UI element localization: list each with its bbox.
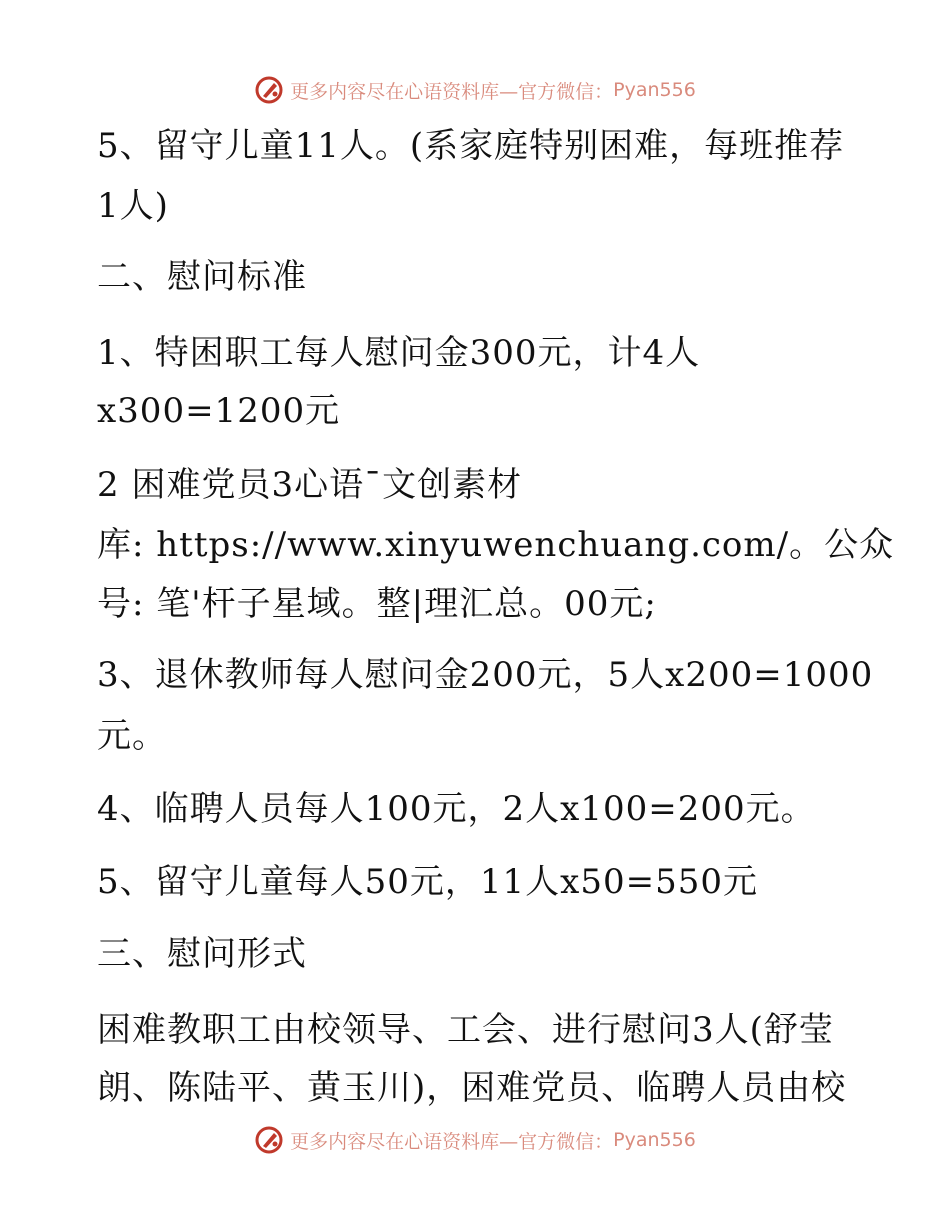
text-line: x300=1200元 [97, 391, 341, 431]
pen-logo-icon [254, 1125, 284, 1155]
watermark-wechat-id: Pyan556 [613, 1129, 696, 1151]
text-line: 1人) [97, 186, 169, 226]
watermark-wechat-id: Pyan556 [613, 79, 696, 101]
section-heading: 二、慰问标准 [97, 257, 307, 297]
text-line: 4、临聘人员每人100元，2人x100=200元。 [97, 789, 816, 829]
text-line: 5、留守儿童每人50元，11人x50=550元 [97, 862, 758, 902]
section-heading: 三、慰问形式 [97, 934, 307, 974]
text-line: 元。 [97, 716, 167, 756]
text-line: 3、退休教师每人慰问金200元，5人x200=1000 [97, 655, 874, 695]
text-line: 困难教职工由校领导、工会、进行慰问3人(舒莹 [97, 1010, 834, 1050]
text-line: 库: https://www.xinyuwenchuang.com/。公众 [97, 525, 895, 565]
footer-watermark [0, 1120, 950, 1160]
text-line: 2 困难党员3心语¯文创素材 [97, 465, 523, 505]
text-line: 5、留守儿童11人。(系家庭特别困难，每班推荐 [97, 126, 845, 166]
watermark-text: 更多内容尽在心语资料库—官方微信： [290, 1130, 614, 1153]
text-line: 1、特困职工每人慰问金300元，计4人 [97, 333, 701, 373]
text-line: 朗、陈陆平、黄玉川)，困难党员、临聘人员由校 [97, 1068, 847, 1108]
pen-logo-icon [254, 75, 284, 105]
watermark-text: 更多内容尽在心语资料库—官方微信： [290, 80, 614, 103]
text-line: 号: 笔'杆子星域。整|理汇总。00元; [97, 584, 657, 624]
header-watermark [0, 70, 950, 110]
